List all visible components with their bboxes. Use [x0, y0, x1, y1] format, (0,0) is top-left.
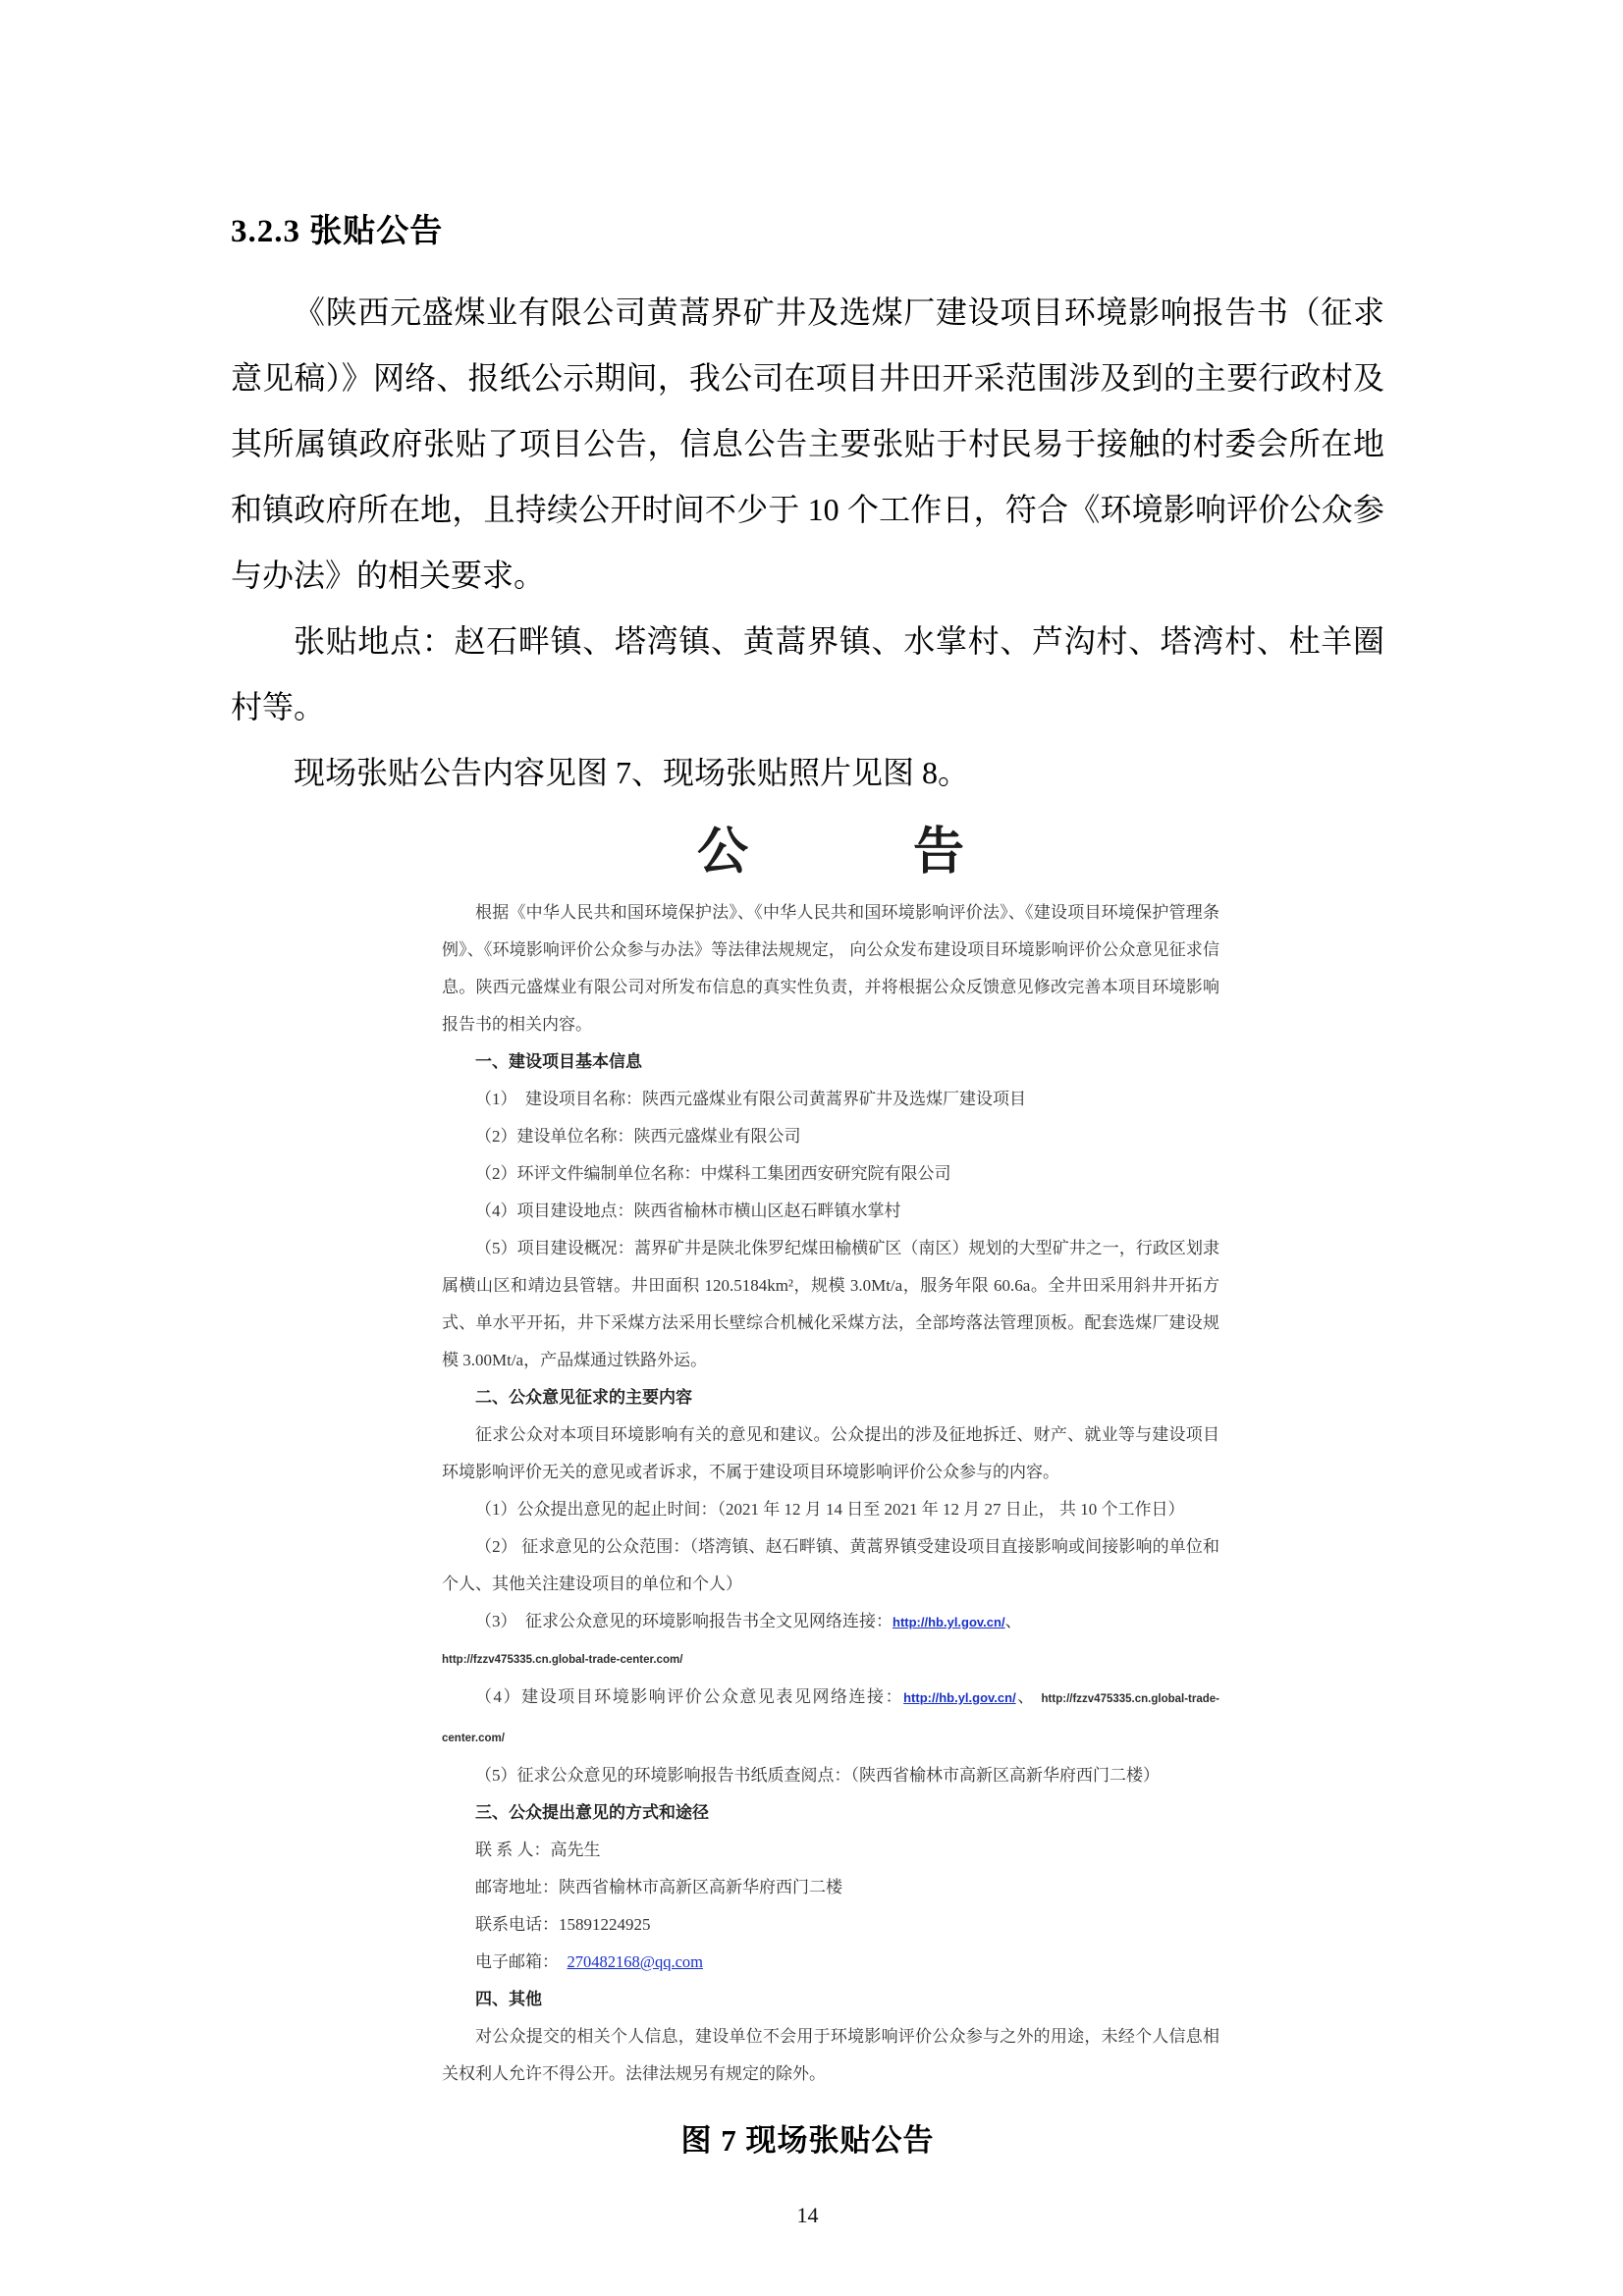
page-number: 14 — [796, 2203, 819, 2227]
section-heading: 3.2.3 张贴公告 — [231, 214, 444, 249]
feedback-trade-center-url: http://fzzv475335.cn.global-trade-center.com/ — [442, 1693, 1220, 1744]
notice-title — [442, 822, 1219, 884]
notice-section4-heading: 四、其他 — [475, 1990, 542, 2008]
feedback-link-separator: 、 — [1015, 1687, 1042, 1706]
notice-title-char-1: 公 — [696, 825, 748, 881]
email-label: 电子邮箱： — [475, 1952, 568, 1971]
notice-item-report-link — [442, 1603, 1219, 1641]
notice-item-project-name: （1） 建设项目名称：陕西元盛煤业有限公司黄蒿界矿井及选煤厂建设项目 — [475, 1090, 1026, 1108]
feedback-link-prefix: （4）建设项目环境影响评价公众意见表见网络连接： — [475, 1687, 904, 1706]
mailing-address: 邮寄地址：陕西省榆林市高新区高新华府西门二楼 — [475, 1878, 842, 1896]
notice-item-builder-name: （2）建设单位名称：陕西元盛煤业有限公司 — [475, 1127, 801, 1146]
notice-item-eia-unit: （2）环评文件编制单位名称：中煤科工集团西安研究院有限公司 — [475, 1164, 951, 1183]
report-fulltext-link[interactable]: http://hb.yl.gov.cn/ — [893, 1615, 1005, 1629]
notice-intro: 根据《中华人民共和国环境保护法》、《中华人民共和国环境影响评价法》、《建设项目环境保护管理条例》、《环境影响评价公众参与办法》等法律法规规定， 向公众发布建设项目环境影响评价公众意见征求信息。陕西元盛煤业有限公司对所发布信息的真实性负责，并将根据公众反馈意见修改完善本项目环境影响报告书的相关内容。 — [442, 903, 1219, 1034]
paragraph-figure-reference: 现场张贴公告内容见图 7、现场张贴照片见图 8。 — [294, 755, 970, 790]
trade-center-url: http://fzzv475335.cn.global-trade-center.com/ — [442, 1654, 683, 1666]
contact-email-row — [442, 1944, 1219, 1981]
notice-section2-heading: 二、公众意见征求的主要内容 — [475, 1388, 692, 1407]
notice-item-comment-period: （1）公众提出意见的起止时间：（2021 年 12 月 14 日至 2021 年 12 月 27 日止， 共 10 个工作日） — [475, 1500, 1185, 1519]
figure-caption: 图 7 现场张贴公告 — [680, 2123, 935, 2158]
notice-item-location: （4）项目建设地点：陕西省榆林市横山区赵石畔镇水掌村 — [475, 1201, 901, 1220]
notice-section2-intro: 征求公众对本项目环境影响有关的意见和建议。公众提出的涉及征地拆迁、财产、就业等与建设项目环境影响评价无关的意见或者诉求，不属于建设项目环境影响评价公众参与的内容。 — [442, 1425, 1219, 1481]
notice-item-public-scope: （2） 征求意见的公众范围：（塔湾镇、赵石畔镇、黄蒿界镇受建设项目直接影响或间接影响的单位和个人、其他关注建设项目的单位和个人） — [442, 1537, 1219, 1593]
notice-item-overview: （5）项目建设概况：蒿界矿井是陕北侏罗纪煤田榆横矿区（南区）规划的大型矿井之一，行政区划隶属横山区和靖边县管辖。井田面积 120.5184km²，规模 3.0Mt/a，服务年限 60.6a。全井田采用斜井开拓方式、单水平开拓，井下采煤方法采用长壁综合机械化采煤方法，全部垮落法管理顶板。配套选煤厂建设规模 3.00Mt/a，产品煤通过铁路外运。 — [442, 1239, 1219, 1369]
notice-section3-heading: 三、公众提出意见的方式和途径 — [475, 1803, 709, 1822]
email-link[interactable]: 270482168@qq.com — [567, 1952, 703, 1971]
notice-section1-heading: 一、建设项目基本信息 — [475, 1052, 642, 1071]
report-link-suffix: 、 — [1004, 1612, 1022, 1630]
contact-person: 联 系 人：高先生 — [475, 1841, 601, 1859]
notice-title-char-2: 告 — [913, 825, 965, 881]
notice-privacy-statement: 对公众提交的相关个人信息，建设单位不会用于环境影响评价公众参与之外的用途，未经个人信息相关权利人允许不得公开。法律法规另有规定的除外。 — [442, 2027, 1219, 2083]
contact-phone: 联系电话：15891224925 — [475, 1915, 651, 1934]
paragraph-posting-description: 《陕西元盛煤业有限公司黄蒿界矿井及选煤厂建设项目环境影响报告书（征求意见稿）》网络、报纸公示期间，我公司在项目井田开采范围涉及到的主要行政村及其所属镇政府张贴了项目公告，信息公告主要张贴于村民易于接触的村委会所在地和镇政府所在地，且持续公开时间不少于 10 个工作日，符合《环境影响评价公众参与办法》的相关要求。 — [231, 294, 1384, 593]
report-link-prefix: （3） 征求公众意见的环境影响报告书全文见网络连接： — [475, 1612, 893, 1630]
paragraph-posting-locations: 张贴地点：赵石畔镇、塔湾镇、黄蒿界镇、水掌村、芦沟村、塔湾村、杜羊圈村等。 — [231, 623, 1384, 724]
notice-item-paper-copy-location: （5）征求公众意见的环境影响报告书纸质查阅点：（陕西省榆林市高新区高新华府西门二楼） — [475, 1766, 1160, 1785]
feedback-form-link[interactable]: http://hb.yl.gov.cn/ — [903, 1690, 1016, 1705]
posted-notice-scan — [442, 822, 1219, 2093]
notice-item-feedback-form-link — [442, 1679, 1219, 1757]
